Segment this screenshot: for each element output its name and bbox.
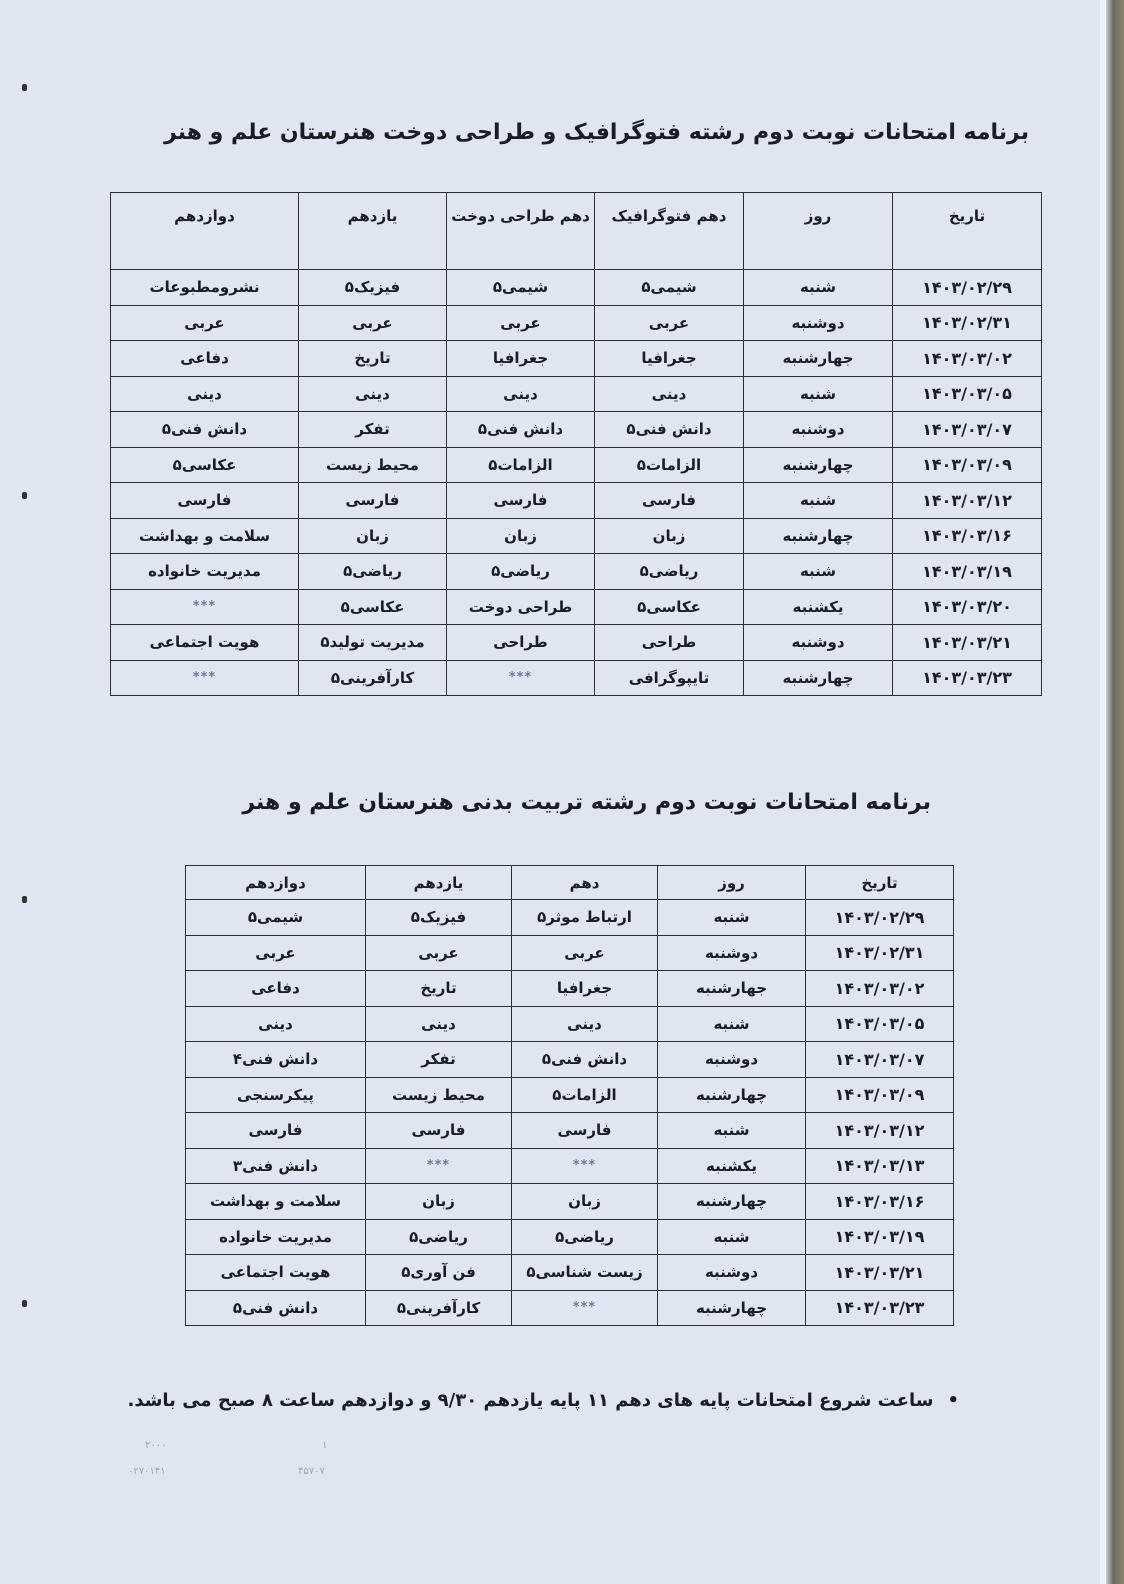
date-cell: ۱۴۰۳/۰۳/۲۱	[806, 1255, 954, 1291]
weekday-cell: شنبه	[744, 270, 893, 306]
photography-tailoring-exam-table	[110, 192, 1042, 696]
binder-hole-mark	[22, 84, 27, 91]
table-row	[111, 518, 1042, 554]
column-header: دهم طراحی دوخت	[447, 193, 595, 270]
weekday-cell: شنبه	[658, 900, 806, 936]
weekday-cell: چهارشنبه	[658, 1184, 806, 1220]
subject-cell: دینی	[512, 1006, 658, 1042]
subject-cell: عربی	[595, 305, 744, 341]
date-cell: ۱۴۰۳/۰۳/۲۳	[806, 1290, 954, 1326]
subject-cell: تایپوگرافی	[595, 660, 744, 696]
subject-cell: هویت اجتماعی	[111, 625, 299, 661]
date-cell: ۱۴۰۳/۰۳/۱۲	[806, 1113, 954, 1149]
table-row	[111, 270, 1042, 306]
subject-cell: کارآفرینی۵	[299, 660, 447, 696]
subject-cell: عربی	[512, 935, 658, 971]
subject-cell: فارسی	[447, 483, 595, 519]
table-row	[186, 1184, 954, 1220]
table-row	[111, 554, 1042, 590]
subject-cell: عربی	[366, 935, 512, 971]
binder-hole-mark	[22, 492, 27, 499]
table-row	[111, 660, 1042, 696]
subject-cell: فارسی	[299, 483, 447, 519]
faded-stamp-number: ۴۵۷۰۷	[298, 1466, 325, 1477]
date-cell: ۱۴۰۳/۰۳/۰۹	[806, 1077, 954, 1113]
weekday-cell: شنبه	[744, 483, 893, 519]
column-header: دوازدهم	[186, 866, 366, 900]
table2-title: برنامه امتحانات نوبت دوم رشته تربیت بدنی هنرستان علم و هنر	[242, 790, 931, 815]
subject-cell: تفکر	[366, 1042, 512, 1078]
date-cell: ۱۴۰۳/۰۳/۰۷	[893, 412, 1042, 448]
bullet-icon: •	[947, 1390, 959, 1411]
date-cell: ۱۴۰۳/۰۳/۰۷	[806, 1042, 954, 1078]
subject-cell: دانش فنی۵	[447, 412, 595, 448]
date-cell: ۱۴۰۳/۰۳/۰۵	[806, 1006, 954, 1042]
subject-cell: مدیریت خانواده	[111, 554, 299, 590]
subject-cell: هویت اجتماعی	[186, 1255, 366, 1291]
subject-cell: محیط زیست	[366, 1077, 512, 1113]
table-row	[186, 1219, 954, 1255]
date-cell: ۱۴۰۳/۰۲/۳۱	[806, 935, 954, 971]
table-row	[111, 305, 1042, 341]
date-cell: ۱۴۰۳/۰۳/۰۵	[893, 376, 1042, 412]
weekday-cell: دوشنبه	[658, 1255, 806, 1291]
date-cell: ۱۴۰۳/۰۳/۰۲	[806, 971, 954, 1007]
date-cell: ۱۴۰۳/۰۳/۲۰	[893, 589, 1042, 625]
date-cell: ۱۴۰۳/۰۳/۱۳	[806, 1148, 954, 1184]
subject-cell: دینی	[366, 1006, 512, 1042]
subject-cell: سلامت و بهداشت	[186, 1184, 366, 1220]
date-cell: ۱۴۰۳/۰۳/۱۶	[806, 1184, 954, 1220]
subject-cell: ***	[111, 589, 299, 625]
table-row	[186, 1290, 954, 1326]
date-cell: ۱۴۰۳/۰۳/۱۹	[806, 1219, 954, 1255]
column-header: روز	[658, 866, 806, 900]
table-row	[111, 447, 1042, 483]
subject-cell: شیمی۵	[186, 900, 366, 936]
subject-cell: فارسی	[111, 483, 299, 519]
table-row	[111, 589, 1042, 625]
subject-cell: زبان	[447, 518, 595, 554]
subject-cell: طراحی	[595, 625, 744, 661]
table-row	[111, 412, 1042, 448]
subject-cell: الزامات۵	[595, 447, 744, 483]
binder-hole-mark	[22, 896, 27, 903]
weekday-cell: یکشنبه	[744, 589, 893, 625]
subject-cell: فارسی	[366, 1113, 512, 1149]
subject-cell: ***	[512, 1148, 658, 1184]
weekday-cell: دوشنبه	[658, 935, 806, 971]
subject-cell: ریاضی۵	[366, 1219, 512, 1255]
subject-cell: عربی	[186, 935, 366, 971]
date-cell: ۱۴۰۳/۰۳/۰۲	[893, 341, 1042, 377]
subject-cell: پیکرسنجی	[186, 1077, 366, 1113]
table-row	[111, 341, 1042, 377]
column-header: دهم	[512, 866, 658, 900]
weekday-cell: دوشنبه	[744, 412, 893, 448]
subject-cell: دینی	[111, 376, 299, 412]
subject-cell: دفاعی	[186, 971, 366, 1007]
column-header: دوازدهم	[111, 193, 299, 270]
date-cell: ۱۴۰۳/۰۳/۱۹	[893, 554, 1042, 590]
subject-cell: ***	[447, 660, 595, 696]
table-row	[186, 1077, 954, 1113]
subject-cell: فارسی	[186, 1113, 366, 1149]
table-row	[186, 900, 954, 936]
subject-cell: جغرافیا	[512, 971, 658, 1007]
date-cell: ۱۴۰۳/۰۳/۰۹	[893, 447, 1042, 483]
subject-cell: ***	[366, 1148, 512, 1184]
subject-cell: جغرافیا	[595, 341, 744, 377]
weekday-cell: یکشنبه	[658, 1148, 806, 1184]
subject-cell: عربی	[447, 305, 595, 341]
date-cell: ۱۴۰۳/۰۳/۲۳	[893, 660, 1042, 696]
subject-cell: فارسی	[595, 483, 744, 519]
column-header: تاریخ	[893, 193, 1042, 270]
table-row	[186, 1148, 954, 1184]
subject-cell: دینی	[299, 376, 447, 412]
column-header: تاریخ	[806, 866, 954, 900]
table-row	[186, 1255, 954, 1291]
table-row	[111, 625, 1042, 661]
subject-cell: دانش فنی۴	[186, 1042, 366, 1078]
subject-cell: دانش فنی۵	[186, 1290, 366, 1326]
weekday-cell: چهارشنبه	[744, 660, 893, 696]
weekday-cell: چهارشنبه	[744, 447, 893, 483]
faded-stamp-number: ۱	[322, 1440, 328, 1451]
subject-cell: فن آوری۵	[366, 1255, 512, 1291]
subject-cell: الزامات۵	[512, 1077, 658, 1113]
subject-cell: فیزیک۵	[366, 900, 512, 936]
column-header: یازدهم	[299, 193, 447, 270]
subject-cell: دانش فنی۵	[111, 412, 299, 448]
date-cell: ۱۴۰۳/۰۳/۱۶	[893, 518, 1042, 554]
weekday-cell: دوشنبه	[744, 625, 893, 661]
weekday-cell: شنبه	[744, 376, 893, 412]
date-cell: ۱۴۰۳/۰۳/۱۲	[893, 483, 1042, 519]
column-header: روز	[744, 193, 893, 270]
weekday-cell: دوشنبه	[744, 305, 893, 341]
note-text: ساعت شروع امتحانات پایه های دهم ۱۱ پایه یازدهم ۹/۳۰ و دوازدهم ساعت ۸ صبح می باشد.	[127, 1390, 934, 1411]
physical-education-exam-table	[185, 865, 954, 1326]
subject-cell: ***	[111, 660, 299, 696]
weekday-cell: چهارشنبه	[658, 1290, 806, 1326]
header-row	[186, 866, 954, 900]
subject-cell: دانش فنی۵	[512, 1042, 658, 1078]
faded-stamp-number: ۲۰۰۰	[145, 1440, 167, 1451]
exam-start-time-note	[127, 1390, 959, 1411]
subject-cell: الزامات۵	[447, 447, 595, 483]
subject-cell: عربی	[111, 305, 299, 341]
subject-cell: ریاضی۵	[447, 554, 595, 590]
subject-cell: دانش فنی۵	[595, 412, 744, 448]
table-row	[186, 1006, 954, 1042]
subject-cell: جغرافیا	[447, 341, 595, 377]
subject-cell: زیست شناسی۵	[512, 1255, 658, 1291]
subject-cell: زبان	[595, 518, 744, 554]
subject-cell: دینی	[447, 376, 595, 412]
header-row	[111, 193, 1042, 270]
weekday-cell: چهارشنبه	[658, 1077, 806, 1113]
subject-cell: عکاسی۵	[299, 589, 447, 625]
subject-cell: دینی	[186, 1006, 366, 1042]
subject-cell: عربی	[299, 305, 447, 341]
subject-cell: تاریخ	[299, 341, 447, 377]
subject-cell: مدیریت تولید۵	[299, 625, 447, 661]
subject-cell: زبان	[299, 518, 447, 554]
table-row	[186, 1042, 954, 1078]
subject-cell: ***	[512, 1290, 658, 1326]
date-cell: ۱۴۰۳/۰۲/۲۹	[806, 900, 954, 936]
subject-cell: زبان	[366, 1184, 512, 1220]
subject-cell: شیمی۵	[447, 270, 595, 306]
subject-cell: فیزیک۵	[299, 270, 447, 306]
subject-cell: محیط زیست	[299, 447, 447, 483]
weekday-cell: جهارشنبه	[744, 341, 893, 377]
weekday-cell: شنبه	[658, 1219, 806, 1255]
table-row	[186, 935, 954, 971]
weekday-cell: جهارشنبه	[658, 971, 806, 1007]
subject-cell: کارآفرینی۵	[366, 1290, 512, 1326]
subject-cell: ریاضی۵	[595, 554, 744, 590]
table-row	[111, 483, 1042, 519]
subject-cell: ریاضی۵	[512, 1219, 658, 1255]
subject-cell: دانش فنی۳	[186, 1148, 366, 1184]
weekday-cell: شنبه	[658, 1113, 806, 1149]
column-header: یازدهم	[366, 866, 512, 900]
subject-cell: شیمی۵	[595, 270, 744, 306]
subject-cell: دینی	[595, 376, 744, 412]
subject-cell: عکاسی۵	[595, 589, 744, 625]
table-row	[186, 971, 954, 1007]
table-row	[111, 376, 1042, 412]
date-cell: ۱۴۰۳/۰۳/۲۱	[893, 625, 1042, 661]
weekday-cell: شنبه	[658, 1006, 806, 1042]
weekday-cell: دوشنبه	[658, 1042, 806, 1078]
faded-stamp-number: ۰۲۷۰۱۴۱	[128, 1466, 166, 1477]
subject-cell: زبان	[512, 1184, 658, 1220]
date-cell: ۱۴۰۳/۰۲/۳۱	[893, 305, 1042, 341]
table1-title: برنامه امتحانات نوبت دوم رشته فتوگرافیک و طراحی دوخت هنرستان علم و هنر	[164, 120, 1029, 145]
subject-cell: تفکر	[299, 412, 447, 448]
subject-cell: ریاضی۵	[299, 554, 447, 590]
subject-cell: ارتباط موثر۵	[512, 900, 658, 936]
subject-cell: دفاعی	[111, 341, 299, 377]
binder-hole-mark	[22, 1300, 27, 1307]
subject-cell: طراحی دوخت	[447, 589, 595, 625]
weekday-cell: شنبه	[744, 554, 893, 590]
subject-cell: طراحی	[447, 625, 595, 661]
subject-cell: فارسی	[512, 1113, 658, 1149]
date-cell: ۱۴۰۳/۰۲/۲۹	[893, 270, 1042, 306]
column-header: دهم فتوگرافیک	[595, 193, 744, 270]
subject-cell: عکاسی۵	[111, 447, 299, 483]
weekday-cell: چهارشنبه	[744, 518, 893, 554]
subject-cell: نشرومطبوعات	[111, 270, 299, 306]
subject-cell: مدیریت خانواده	[186, 1219, 366, 1255]
page-edge-shadow	[1106, 0, 1124, 1584]
subject-cell: تاریخ	[366, 971, 512, 1007]
subject-cell: سلامت و بهداشت	[111, 518, 299, 554]
table-row	[186, 1113, 954, 1149]
